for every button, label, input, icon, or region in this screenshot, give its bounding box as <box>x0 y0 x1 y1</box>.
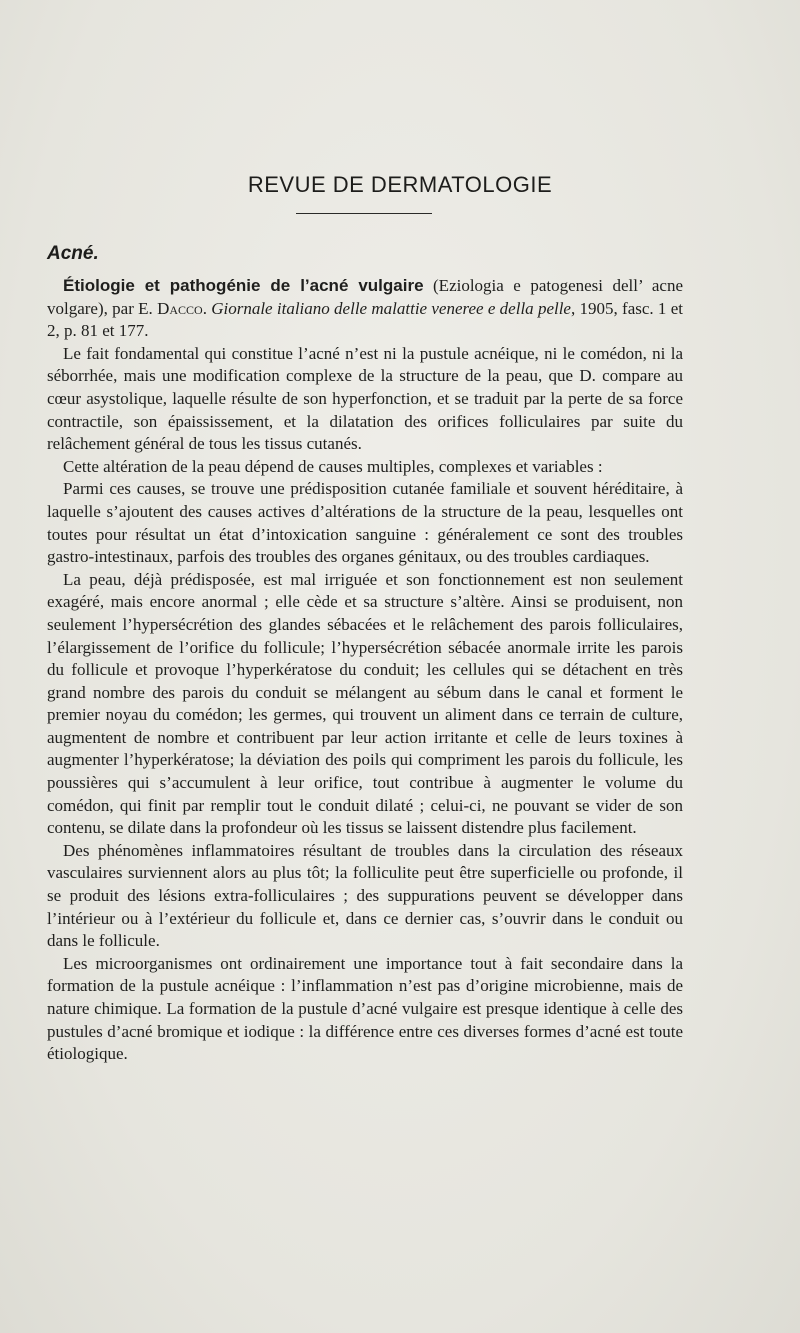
article-author-tail: . <box>202 298 212 318</box>
article-journal: Giornale italiano delle malattie veneree e della pelle <box>211 298 571 318</box>
article-body <box>47 275 683 1066</box>
section-title: REVUE DE DERMATOLOGIE <box>247 172 553 197</box>
article-heading: Étiologie et pathogénie de l’acné vulgaire <box>63 276 424 295</box>
title-rule <box>296 213 432 214</box>
article-citation <box>47 275 683 343</box>
article-author: Dacco <box>157 298 203 318</box>
paragraph: La peau, déjà prédisposée, est mal irriguée et son fonctionnement est non seulement exagéré, mais encore anormal ; elle cède et sa structure s’altère. Ainsi se produisent, non seulement l’hypersécrétion des glandes sébacées et le relâchement des parois folliculaires, l’élargissement de l’orifice du follicule; l’hypersécrétion sébacée anormale irrite les parois du follicule et provoque l’hyperkératose du conduit; les cellules qui se détachent en très grand nombre des parois du conduit se mélangent au sébum dans le canal et forment le premier noyau du comédon; les germes, qui trouvent un aliment dans ce terrain de culture, augmentent de nombre et contribuent par leur action irritante et celle de leurs toxines à augmenter l’hyperkératose; la déviation des poils qui compriment les parois du follicule, les poussières qui s’accumulent à leur orifice, tout contribue à augmenter le volume du comédon, qui finit par remplir tout le conduit dilaté ; celui-ci, ne pouvant se vider de son contenu, se dilate dans la profondeur où les tissus se laissent distendre plus facilement. <box>47 569 683 838</box>
paragraph: Le fait fondamental qui constitue l’acné n’est ni la pustule acnéique, ni le comédon, ni la séborrhée, mais une modification complexe de la structure de la peau, que D. compare au cœur asystolique, laquelle résulte de son hyperfonction, et se traduit par la perte de sa force contractile, son épaississement, et la dilatation des orifices folliculaires par suite du relâchement général de tous les tissus cutanés. <box>47 343 683 454</box>
paragraph: Cette altération de la peau dépend de causes multiples, complexes et variables : <box>63 456 603 476</box>
paragraph: Les microorganismes ont ordinairement une importance tout à fait secondaire dans la formation de la pustule acnéique : l’inflammation n’est pas d’origine microbienne, mais de nature chimique. La formation de la pustule d’acné vulgaire est presque identique à celle des pustules d’acné bromique et iodique : la différence entre ces diverses formes d’acné est toute étiologique. <box>47 953 683 1064</box>
paragraph: Des phénomènes inflammatoires résultant de troubles dans la circulation des réseaux vasculaires surviennent alors au plus tôt; la folliculite peut être superficielle ou profonde, il se produit des lésions extra-folliculaires ; des suppurations peuvent se développer dans l’intérieur ou à l’extérieur du follicule et, dans ce dernier cas, s’ouvrir dans le conduit ou dans le follicule. <box>47 840 683 951</box>
paragraph: Parmi ces causes, se trouve une prédisposition cutanée familiale et souvent héréditaire, à laquelle s’ajoutent des causes actives d’altérations de la structure de la peau, lesquelles ont toutes pour résultat un état d’intoxication sanguine : généralement ce sont des troubles gastro-intestinaux, parfois des troubles des organes génitaux, ou des troubles cardiaques. <box>47 479 683 567</box>
article-original-title: (Eziologia e patogenesi dell’ acne volgare), par E. <box>47 276 684 318</box>
subsection-heading: Acné. <box>47 243 99 264</box>
article-reference: , 1905, fasc. 1 et 2, p. 81 et 177. <box>47 298 683 341</box>
